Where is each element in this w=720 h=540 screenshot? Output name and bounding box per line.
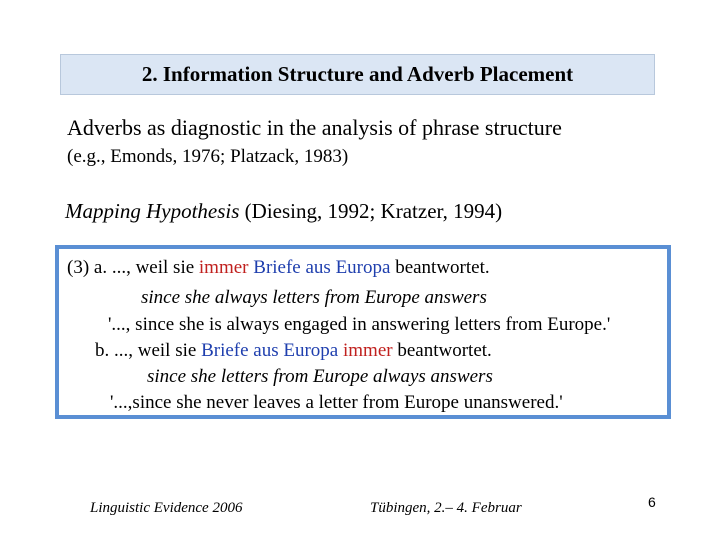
example-b-object: Briefe aus Europa (201, 340, 339, 361)
adverbs-diagnostic-line: Adverbs as diagnostic in the analysis of phrase structure (67, 115, 562, 140)
slide-title-text: 2. Information Structure and Adverb Placement (141, 62, 574, 86)
example-box (55, 245, 671, 419)
example-a-prefix: (3) a. ..., weil sie (67, 257, 199, 278)
example-a-verb: beantwortet. (390, 257, 490, 278)
example-b-verb: beantwortet. (392, 340, 492, 361)
example-a-translation: '..., since she is always engaged in answering letters from Europe.' (108, 314, 611, 335)
mapping-hypothesis-citation: (Diesing, 1992; Kratzer, 1994) (239, 199, 503, 223)
mapping-hypothesis-term: Mapping Hypothesis (65, 199, 240, 223)
example-a-gloss: since she always letters from Europe answers (141, 287, 487, 308)
example-b-gloss: since she letters from Europe always answers (147, 366, 493, 387)
mapping-hypothesis-line (65, 199, 502, 224)
example-b-translation: '...,since she never leaves a letter from Europe unanswered.' (110, 392, 563, 413)
example-b-german (95, 340, 492, 362)
slide-title (60, 54, 655, 95)
example-b-prefix: b. ..., weil sie (95, 340, 202, 361)
example-b-adverb: immer (343, 340, 393, 361)
example-a-german (67, 257, 490, 279)
footer-conference: Linguistic Evidence 2006 (90, 500, 243, 516)
example-a-adverb: immer (198, 257, 249, 278)
footer-location-date: Tübingen, 2.– 4. Februar (370, 500, 522, 516)
references-line: (e.g., Emonds, 1976; Platzack, 1983) (67, 146, 349, 167)
page-number: 6 (648, 494, 656, 510)
example-a-object: Briefe aus Europa (253, 257, 391, 278)
